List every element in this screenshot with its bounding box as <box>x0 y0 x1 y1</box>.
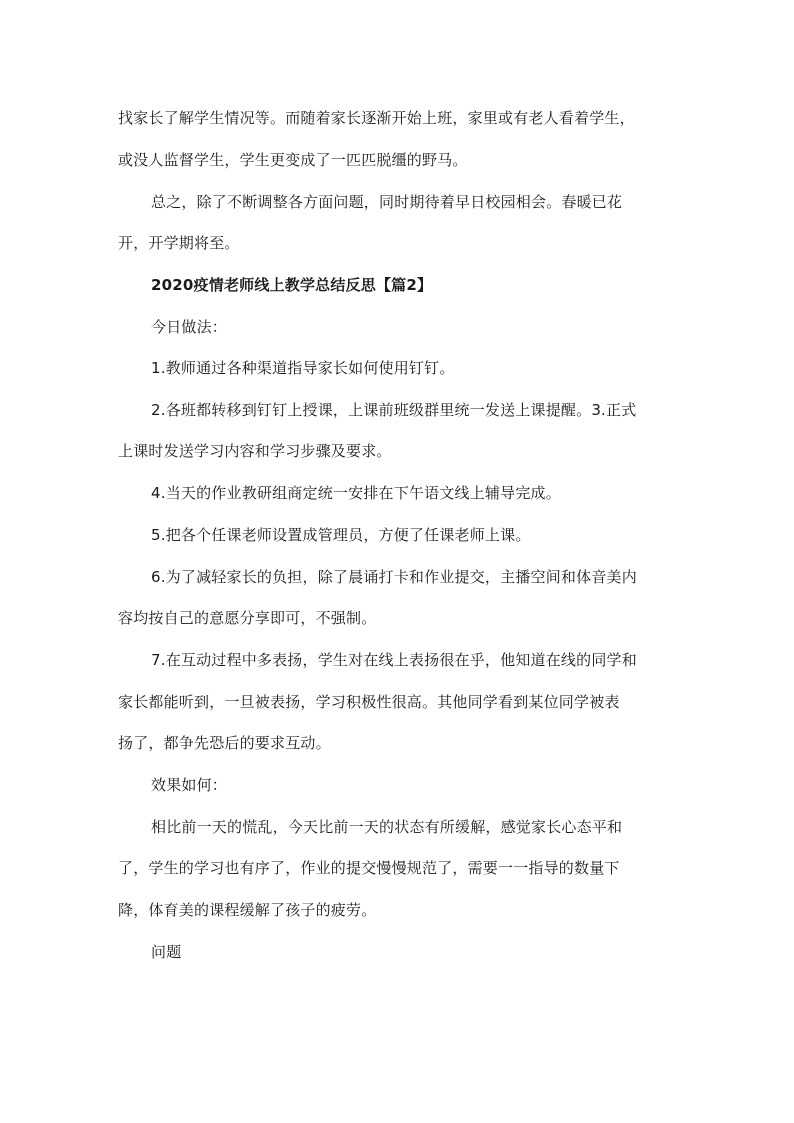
paragraph-line: 总之，除了不断调整各方面问题，同时期待着早日校园相会。春暖已花 <box>151 193 623 211</box>
paragraph-line: 家长都能听到，一旦被表扬，学习积极性很高。其他同学看到某位同学被表 <box>118 693 620 711</box>
paragraph-line: 降，体育美的课程缓解了孩子的疲劳。 <box>118 901 377 919</box>
paragraph-line: 了，学生的学习也有序了，作业的提交慢慢规范了，需要一一指导的数量下 <box>118 859 620 877</box>
paragraph-line: 容均按自己的意愿分享即可，不强制。 <box>118 609 377 627</box>
paragraph-line: 开，开学期将至。 <box>118 234 240 252</box>
paragraph-line: 效果如何： <box>151 776 228 794</box>
paragraph-line: 问题 <box>151 943 182 961</box>
paragraph-line: 找家长了解学生情况等。而随着家长逐渐开始上班，家里或有老人看着学生， <box>118 109 635 127</box>
paragraph-line: 7.在互动过程中多表扬，学生对在线上表扬很在乎，他知道在线的同学和 <box>151 651 637 669</box>
paragraph-line: 相比前一天的慌乱，今天比前一天的状态有所缓解，感觉家长心态平和 <box>151 818 623 836</box>
paragraph-line: 4.当天的作业教研组商定统一安排在下午语文线上辅导完成。 <box>151 484 561 502</box>
paragraph-line: 扬了，都争先恐后的要求互动。 <box>118 734 331 752</box>
paragraph-line: 5.把各个任课老师设置成管理员，方便了任课老师上课。 <box>151 526 531 544</box>
paragraph-line: 2.各班都转移到钉钉上授课，上课前班级群里统一发送上课提醒。3.正式 <box>151 401 637 419</box>
paragraph-line: 6.为了减轻家长的负担，除了晨诵打卡和作业提交，主播空间和体音美内 <box>151 568 637 586</box>
section-heading: 2020疫情老师线上教学总结反思【篇2】 <box>151 276 433 294</box>
paragraph-line: 上课时发送学习内容和学习步骤及要求。 <box>118 442 392 460</box>
paragraph-line: 今日做法： <box>151 318 228 336</box>
paragraph-line: 1.教师通过各种渠道指导家长如何使用钉钉。 <box>151 359 455 377</box>
paragraph-line: 或没人监督学生，学生更变成了一匹匹脱缰的野马。 <box>118 151 468 169</box>
